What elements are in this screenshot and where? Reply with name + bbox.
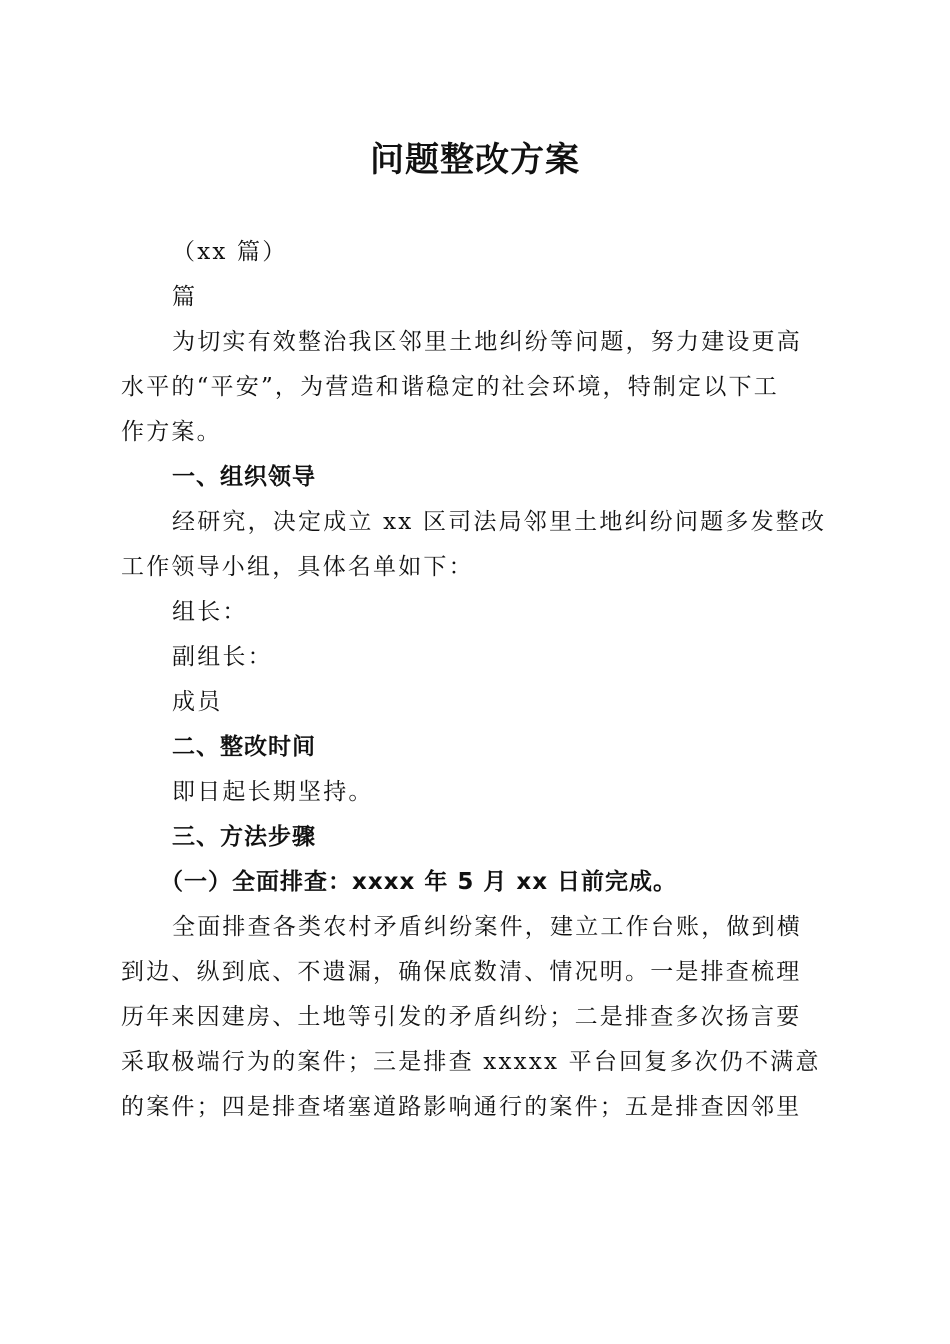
section-heading-organization: 一、组织领导 bbox=[172, 464, 316, 490]
investigation-line: 采取极端行为的案件；三是排查 xxxxx 平台回复多次仍不满意 bbox=[121, 1049, 821, 1075]
intro-paragraph bbox=[121, 320, 821, 455]
investigation-paragraph bbox=[121, 905, 821, 1130]
pian-label: 篇 bbox=[172, 284, 198, 310]
section-heading-timeline: 二、整改时间 bbox=[172, 734, 316, 760]
members-line: 成员 bbox=[172, 689, 223, 715]
leader-line: 组长： bbox=[172, 599, 248, 625]
investigation-line: 历年来因建房、土地等引发的矛盾纠纷；二是排查多次扬言要 bbox=[121, 1004, 802, 1030]
organization-paragraph bbox=[121, 500, 827, 590]
timeline-paragraph: 即日起长期坚持。 bbox=[172, 779, 374, 805]
subtitle: （xx 篇） bbox=[172, 239, 288, 265]
subsection-heading-investigation: （一）全面排查：xxxx 年 5 月 xx 日前完成。 bbox=[160, 869, 678, 895]
investigation-line: 的案件；四是排查堵塞道路影响通行的案件；五是排查因邻里 bbox=[121, 1094, 802, 1120]
document-title: 问题整改方案 bbox=[370, 140, 580, 180]
deputy-leader-line: 副组长： bbox=[172, 644, 273, 670]
document-body bbox=[121, 230, 827, 1130]
intro-line: 作方案。 bbox=[121, 419, 222, 445]
organization-line: 经研究，决定成立 xx 区司法局邻里土地纠纷问题多发整改 bbox=[172, 509, 827, 535]
investigation-line: 全面排查各类农村矛盾纠纷案件，建立工作台账，做到横 bbox=[172, 914, 802, 940]
investigation-line: 到边、纵到底、不遗漏，确保底数清、情况明。一是排查梳理 bbox=[121, 959, 802, 985]
intro-line: 为切实有效整治我区邻里土地纠纷等问题，努力建设更高 bbox=[172, 329, 802, 355]
section-heading-methods: 三、方法步骤 bbox=[172, 824, 316, 850]
intro-line: 水平的“平安”，为营造和谐稳定的社会环境，特制定以下工 bbox=[121, 374, 779, 400]
organization-line: 工作领导小组，具体名单如下： bbox=[121, 554, 474, 580]
